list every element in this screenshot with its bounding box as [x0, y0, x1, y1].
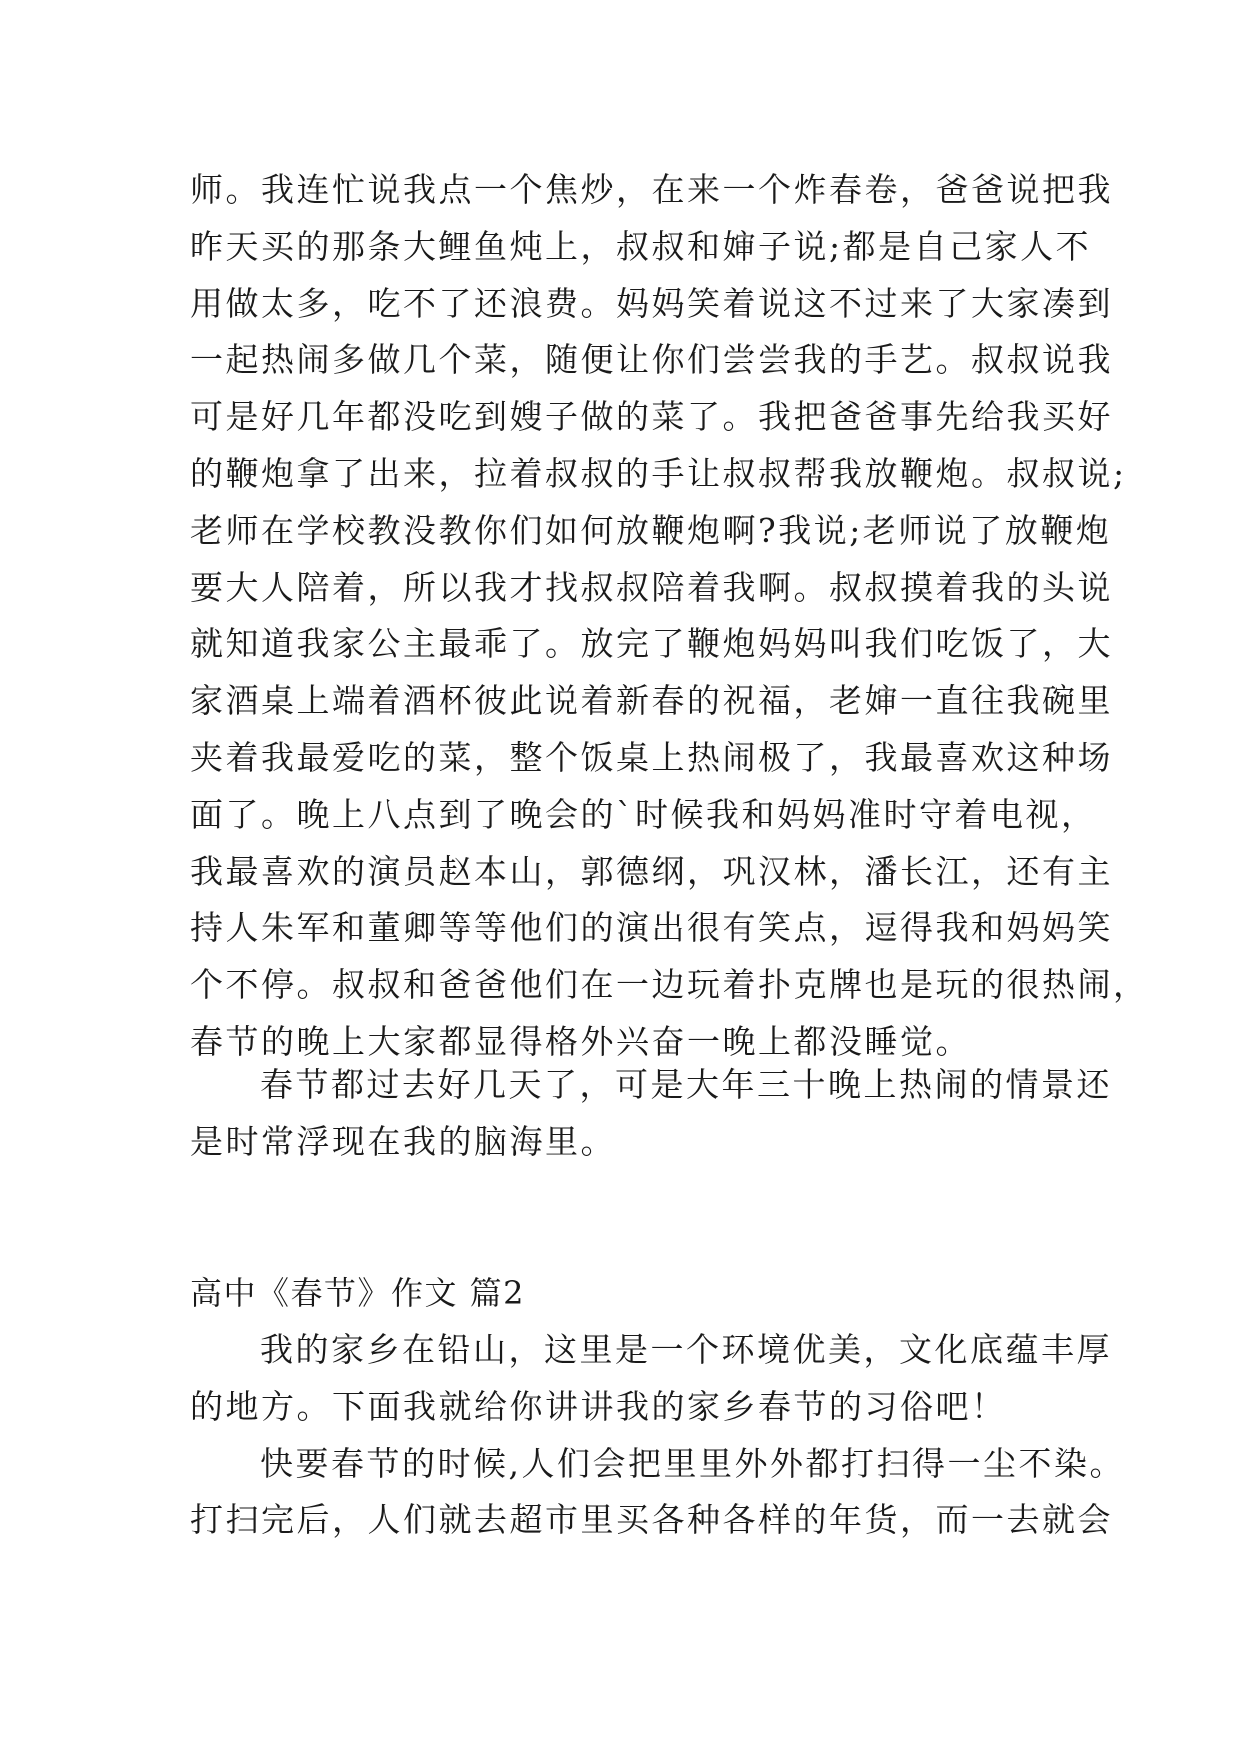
- text-line: 可是好几年都没吃到嫂子做的菜了。我把爸爸事先给我买好: [190, 397, 1113, 437]
- text-line: 春节的晚上大家都显得格外兴奋一晚上都没睡觉。: [190, 1021, 971, 1061]
- paragraph-group: [190, 1322, 1125, 1549]
- text-line: 春节都过去好几天了，可是大年三十晚上热闹的情景还: [260, 1065, 1112, 1104]
- text-line: 要大人陪着，所以我才找叔叔陪着我啊。叔叔摸着我的头说: [190, 567, 1113, 607]
- paragraph-continued: [190, 162, 1149, 1071]
- text-line: 用做太多，吃不了还浪费。妈妈笑着说这不过来了大家凑到: [190, 283, 1113, 323]
- text-line: 老师在学校教没教你们如何放鞭炮啊?我说;老师说了放鞭炮: [190, 510, 1112, 550]
- text-line: 一起热闹多做几个菜，随便让你们尝尝我的手艺。叔叔说我: [190, 340, 1113, 380]
- text-line: 夹着我最爱吃的菜，整个饭桌上热闹极了，我最喜欢这种场: [190, 737, 1113, 777]
- text-line: 的鞭炮拿了出来，拉着叔叔的手让叔叔帮我放鞭炮。叔叔说;: [190, 453, 1127, 493]
- paragraph-closing: [190, 1057, 1112, 1171]
- text-line: 是时常浮现在我的脑海里。: [190, 1121, 616, 1161]
- text-line: 持人朱军和董卿等等他们的演出很有笑点，逗得我和妈妈笑: [190, 908, 1113, 948]
- text-line: 就知道我家公主最乖了。放完了鞭炮妈妈叫我们吃饭了，大: [190, 624, 1113, 664]
- text-line: 的地方。下面我就给你讲讲我的家乡春节的习俗吧！: [190, 1386, 1007, 1426]
- text-line: 我最喜欢的演员赵本山，郭德纲，巩汉林，潘长江，还有主: [190, 851, 1113, 891]
- text-line: 个不停。叔叔和爸爸他们在一边玩着扑克牌也是玩的很热闹，: [190, 965, 1149, 1005]
- text-line: 面了。晚上八点到了晚会的`时候我和妈妈准时守着电视，: [190, 794, 1097, 834]
- text-line: 昨天买的那条大鲤鱼炖上，叔叔和婶子说;都是自己家人不: [190, 226, 1092, 266]
- text-line: 打扫完后，人们就去超市里买各种各样的年货，而一去就会: [190, 1500, 1113, 1540]
- text-line: 师。我连忙说我点一个焦炒，在来一个炸春卷，爸爸说把我: [190, 170, 1113, 209]
- text-line: 快要春节的时候,人们会把里里外外都打扫得一尘不染。: [260, 1443, 1125, 1483]
- text-line: 我的家乡在铅山，这里是一个环境优美，文化底蕴丰厚: [260, 1330, 1112, 1369]
- text-line: 家酒桌上端着酒杯彼此说着新春的祝福，老婶一直往我碗里: [190, 681, 1113, 721]
- section-heading: 高中《春节》作文 篇2: [190, 1274, 526, 1312]
